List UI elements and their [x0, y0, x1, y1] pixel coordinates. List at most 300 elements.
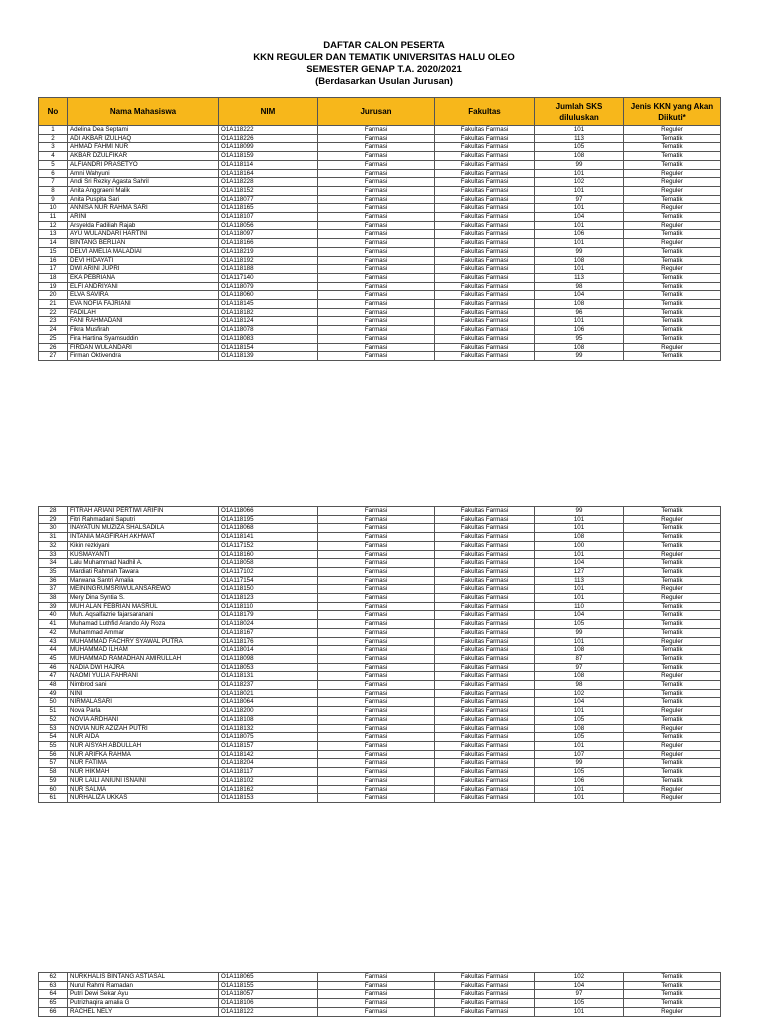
cell-jurusan: Farmasi — [318, 265, 435, 274]
table-row — [39, 741, 721, 750]
cell-nama: NUR AISYAH ABDULLAH — [68, 741, 219, 750]
cell-jurusan: Farmasi — [318, 507, 435, 516]
cell-nama: NURHALIZA UKKAS — [68, 794, 219, 803]
participant-table-page-1 — [38, 97, 721, 361]
cell-nama: MUHAMMAD FACHRY SYAWAL PUTRA — [68, 637, 219, 646]
cell-jenis: Tematik — [624, 611, 721, 620]
cell-no: 51 — [39, 707, 68, 716]
table-row — [39, 594, 721, 603]
cell-jenis: Tematik — [624, 507, 721, 516]
cell-no: 9 — [39, 195, 68, 204]
table-row — [39, 724, 721, 733]
cell-sks: 87 — [535, 654, 624, 663]
cell-nim: O1A118166 — [219, 239, 318, 248]
cell-nama: MUHAMMAD RAMADHAN AMIRULLAH — [68, 654, 219, 663]
cell-no: 22 — [39, 308, 68, 317]
table-row — [39, 689, 721, 698]
cell-jurusan: Farmasi — [318, 973, 435, 982]
cell-nim: O1A118155 — [219, 981, 318, 990]
table-row — [39, 794, 721, 803]
cell-jurusan: Farmasi — [318, 134, 435, 143]
cell-jenis: Tematik — [624, 273, 721, 282]
cell-fakultas: Fakultas Farmasi — [435, 637, 535, 646]
cell-no: 60 — [39, 785, 68, 794]
cell-jenis: Tematik — [624, 715, 721, 724]
cell-nama: NURKHALIS BINTANG ASTIASAL — [68, 973, 219, 982]
cell-jurusan: Farmasi — [318, 724, 435, 733]
cell-jenis: Tematik — [624, 195, 721, 204]
cell-nim: O1A118164 — [219, 169, 318, 178]
cell-sks: 105 — [535, 999, 624, 1008]
cell-sks: 102 — [535, 178, 624, 187]
cell-nim: O1A118237 — [219, 681, 318, 690]
table-row — [39, 308, 721, 317]
cell-no: 39 — [39, 602, 68, 611]
cell-jurusan: Farmasi — [318, 352, 435, 361]
cell-jenis: Reguler — [624, 204, 721, 213]
cell-sks: 110 — [535, 602, 624, 611]
cell-sks: 113 — [535, 273, 624, 282]
cell-fakultas: Fakultas Farmasi — [435, 681, 535, 690]
cell-fakultas: Fakultas Farmasi — [435, 663, 535, 672]
cell-nim: O1A118114 — [219, 160, 318, 169]
cell-sks: 101 — [535, 741, 624, 750]
cell-nama: ELFI ANDRIYANI — [68, 282, 219, 291]
table-row — [39, 126, 721, 135]
cell-jenis: Tematik — [624, 567, 721, 576]
table-row — [39, 213, 721, 222]
cell-nim: O1A118192 — [219, 256, 318, 265]
cell-no: 47 — [39, 672, 68, 681]
cell-sks: 113 — [535, 134, 624, 143]
cell-nim: O1A118066 — [219, 507, 318, 516]
cell-jenis: Tematik — [624, 981, 721, 990]
cell-fakultas: Fakultas Farmasi — [435, 204, 535, 213]
cell-jenis: Tematik — [624, 681, 721, 690]
cell-no: 10 — [39, 204, 68, 213]
cell-sks: 101 — [535, 204, 624, 213]
cell-sks: 99 — [535, 759, 624, 768]
table-row — [39, 654, 721, 663]
cell-nim: O1A118122 — [219, 1007, 318, 1016]
cell-no: 52 — [39, 715, 68, 724]
table-row — [39, 776, 721, 785]
cell-sks: 101 — [535, 785, 624, 794]
header-fakultas: Fakultas — [435, 98, 535, 126]
cell-nama: AYU WULANDARI HARTINI — [68, 230, 219, 239]
cell-sks: 105 — [535, 768, 624, 777]
cell-no: 65 — [39, 999, 68, 1008]
table-row — [39, 134, 721, 143]
cell-fakultas: Fakultas Farmasi — [435, 343, 535, 352]
cell-jenis: Tematik — [624, 663, 721, 672]
cell-sks: 95 — [535, 334, 624, 343]
table-row — [39, 230, 721, 239]
cell-jurusan: Farmasi — [318, 334, 435, 343]
table-row — [39, 239, 721, 248]
cell-fakultas: Fakultas Farmasi — [435, 990, 535, 999]
cell-jurusan: Farmasi — [318, 750, 435, 759]
cell-fakultas: Fakultas Farmasi — [435, 785, 535, 794]
cell-sks: 108 — [535, 533, 624, 542]
cell-nama: AHMAD FAHMI NUR — [68, 143, 219, 152]
cell-nama: Arsyelda Fadiliah Rajab — [68, 221, 219, 230]
table-row — [39, 143, 721, 152]
cell-sks: 108 — [535, 724, 624, 733]
table-row — [39, 152, 721, 161]
cell-jenis: Reguler — [624, 741, 721, 750]
cell-nim: O1A118014 — [219, 646, 318, 655]
cell-fakultas: Fakultas Farmasi — [435, 308, 535, 317]
cell-fakultas: Fakultas Farmasi — [435, 759, 535, 768]
cell-sks: 99 — [535, 352, 624, 361]
cell-jurusan: Farmasi — [318, 594, 435, 603]
cell-jenis: Tematik — [624, 620, 721, 629]
table-row — [39, 160, 721, 169]
cell-jenis: Tematik — [624, 282, 721, 291]
table-row — [39, 291, 721, 300]
cell-jenis: Tematik — [624, 524, 721, 533]
cell-nama: NUR AIDA — [68, 733, 219, 742]
cell-nama: DEVI HIDAYATI — [68, 256, 219, 265]
cell-nim: O1A118058 — [219, 559, 318, 568]
participant-table-page-3 — [38, 972, 721, 1017]
cell-fakultas: Fakultas Farmasi — [435, 1007, 535, 1016]
cell-nim: O1A118159 — [219, 152, 318, 161]
table-row — [39, 169, 721, 178]
cell-jenis: Tematik — [624, 213, 721, 222]
cell-no: 7 — [39, 178, 68, 187]
cell-fakultas: Fakultas Farmasi — [435, 317, 535, 326]
cell-no: 38 — [39, 594, 68, 603]
cell-fakultas: Fakultas Farmasi — [435, 126, 535, 135]
cell-jurusan: Farmasi — [318, 628, 435, 637]
cell-sks: 99 — [535, 507, 624, 516]
cell-jenis: Tematik — [624, 990, 721, 999]
cell-jenis: Reguler — [624, 637, 721, 646]
cell-jurusan: Farmasi — [318, 541, 435, 550]
table-row — [39, 186, 721, 195]
table-row — [39, 1007, 721, 1016]
table-row — [39, 265, 721, 274]
cell-nim: O1A118165 — [219, 204, 318, 213]
table-row — [39, 759, 721, 768]
cell-nama: Lalu Muhammad Nadhil A. — [68, 559, 219, 568]
cell-fakultas: Fakultas Farmasi — [435, 213, 535, 222]
cell-nim: O1A118097 — [219, 230, 318, 239]
cell-nim: O1A118077 — [219, 195, 318, 204]
cell-nim: O1A118108 — [219, 715, 318, 724]
cell-no: 34 — [39, 559, 68, 568]
cell-jurusan: Farmasi — [318, 794, 435, 803]
table-row — [39, 317, 721, 326]
cell-fakultas: Fakultas Farmasi — [435, 672, 535, 681]
cell-nama: KUSMAYANTI — [68, 550, 219, 559]
cell-jurusan: Farmasi — [318, 654, 435, 663]
cell-sks: 104 — [535, 291, 624, 300]
cell-sks: 100 — [535, 541, 624, 550]
cell-jurusan: Farmasi — [318, 195, 435, 204]
cell-no: 66 — [39, 1007, 68, 1016]
cell-nim: O1A118132 — [219, 724, 318, 733]
table-row — [39, 533, 721, 542]
cell-nim: O1A118195 — [219, 515, 318, 524]
cell-jenis: Reguler — [624, 585, 721, 594]
cell-jurusan: Farmasi — [318, 733, 435, 742]
table-row — [39, 646, 721, 655]
cell-jenis: Reguler — [624, 186, 721, 195]
cell-jurusan: Farmasi — [318, 213, 435, 222]
cell-sks: 101 — [535, 707, 624, 716]
cell-nama: NUR LAILI ANIUNI ISNAINI — [68, 776, 219, 785]
cell-no: 12 — [39, 221, 68, 230]
table-row — [39, 620, 721, 629]
cell-jurusan: Farmasi — [318, 308, 435, 317]
cell-sks: 101 — [535, 1007, 624, 1016]
cell-fakultas: Fakultas Farmasi — [435, 567, 535, 576]
cell-fakultas: Fakultas Farmasi — [435, 689, 535, 698]
cell-fakultas: Fakultas Farmasi — [435, 594, 535, 603]
cell-sks: 101 — [535, 239, 624, 248]
cell-fakultas: Fakultas Farmasi — [435, 585, 535, 594]
cell-jenis: Tematik — [624, 334, 721, 343]
cell-jenis: Tematik — [624, 533, 721, 542]
cell-jenis: Reguler — [624, 169, 721, 178]
cell-fakultas: Fakultas Farmasi — [435, 524, 535, 533]
cell-sks: 98 — [535, 282, 624, 291]
table-row — [39, 273, 721, 282]
cell-sks: 108 — [535, 343, 624, 352]
title-line-4: (Berdasarkan Usulan Jurusan) — [315, 76, 453, 87]
cell-no: 61 — [39, 794, 68, 803]
cell-no: 35 — [39, 567, 68, 576]
cell-sks: 104 — [535, 981, 624, 990]
cell-no: 36 — [39, 576, 68, 585]
cell-nama: EVA NOFIA FAJRIANI — [68, 300, 219, 309]
cell-no: 64 — [39, 990, 68, 999]
cell-jurusan: Farmasi — [318, 637, 435, 646]
cell-jurusan: Farmasi — [318, 715, 435, 724]
cell-sks: 105 — [535, 143, 624, 152]
cell-fakultas: Fakultas Farmasi — [435, 724, 535, 733]
table-row — [39, 204, 721, 213]
cell-fakultas: Fakultas Farmasi — [435, 186, 535, 195]
table-row — [39, 681, 721, 690]
cell-fakultas: Fakultas Farmasi — [435, 698, 535, 707]
table-header-row — [39, 98, 721, 126]
cell-nim: O1A118102 — [219, 776, 318, 785]
cell-sks: 101 — [535, 794, 624, 803]
cell-no: 11 — [39, 213, 68, 222]
table-row — [39, 352, 721, 361]
cell-jenis: Reguler — [624, 707, 721, 716]
cell-nama: FIRDAN WULANDARI — [68, 343, 219, 352]
cell-jurusan: Farmasi — [318, 672, 435, 681]
cell-nama: BINTANG BERLIAN — [68, 239, 219, 248]
cell-jurusan: Farmasi — [318, 273, 435, 282]
cell-no: 41 — [39, 620, 68, 629]
cell-no: 49 — [39, 689, 68, 698]
cell-sks: 101 — [535, 550, 624, 559]
table-row — [39, 698, 721, 707]
cell-sks: 108 — [535, 646, 624, 655]
cell-nama: Fitri Rahmadani Saputri — [68, 515, 219, 524]
cell-fakultas: Fakultas Farmasi — [435, 541, 535, 550]
cell-fakultas: Fakultas Farmasi — [435, 715, 535, 724]
cell-no: 1 — [39, 126, 68, 135]
cell-jurusan: Farmasi — [318, 785, 435, 794]
table-row — [39, 733, 721, 742]
cell-nama: FADILAH — [68, 308, 219, 317]
cell-fakultas: Fakultas Farmasi — [435, 326, 535, 335]
cell-sks: 106 — [535, 776, 624, 785]
cell-no: 16 — [39, 256, 68, 265]
cell-no: 15 — [39, 247, 68, 256]
table-row — [39, 999, 721, 1008]
cell-jenis: Tematik — [624, 291, 721, 300]
cell-nim: O1A118065 — [219, 973, 318, 982]
cell-jurusan: Farmasi — [318, 515, 435, 524]
cell-nama: EKA PEBRIANA — [68, 273, 219, 282]
cell-jenis: Tematik — [624, 230, 721, 239]
cell-fakultas: Fakultas Farmasi — [435, 134, 535, 143]
cell-jurusan: Farmasi — [318, 559, 435, 568]
cell-no: 59 — [39, 776, 68, 785]
cell-fakultas: Fakultas Farmasi — [435, 352, 535, 361]
cell-sks: 101 — [535, 585, 624, 594]
cell-no: 29 — [39, 515, 68, 524]
cell-jurusan: Farmasi — [318, 143, 435, 152]
cell-no: 45 — [39, 654, 68, 663]
table-row — [39, 707, 721, 716]
cell-nama: Nurul Rahmi Ramadan — [68, 981, 219, 990]
cell-nim: O1A118107 — [219, 213, 318, 222]
cell-nama: MUHAMMAD ILHAM — [68, 646, 219, 655]
cell-jenis: Tematik — [624, 733, 721, 742]
cell-nim: O1A118099 — [219, 143, 318, 152]
cell-fakultas: Fakultas Farmasi — [435, 768, 535, 777]
cell-fakultas: Fakultas Farmasi — [435, 160, 535, 169]
cell-nim: O1A118162 — [219, 785, 318, 794]
cell-nim: O1A118150 — [219, 585, 318, 594]
cell-fakultas: Fakultas Farmasi — [435, 620, 535, 629]
cell-jurusan: Farmasi — [318, 698, 435, 707]
cell-no: 42 — [39, 628, 68, 637]
cell-jurusan: Farmasi — [318, 221, 435, 230]
cell-nama: Adelina Dea Septami — [68, 126, 219, 135]
cell-nama: Marwana Santri Amalia — [68, 576, 219, 585]
cell-nim: O1A118226 — [219, 134, 318, 143]
cell-nama: Amni Wahyuni — [68, 169, 219, 178]
cell-nim: O1A118157 — [219, 741, 318, 750]
cell-jenis: Tematik — [624, 247, 721, 256]
cell-jenis: Reguler — [624, 126, 721, 135]
cell-fakultas: Fakultas Farmasi — [435, 282, 535, 291]
cell-nim: O1A118176 — [219, 637, 318, 646]
cell-nim: O1A118075 — [219, 733, 318, 742]
cell-jenis: Reguler — [624, 515, 721, 524]
cell-sks: 97 — [535, 990, 624, 999]
cell-fakultas: Fakultas Farmasi — [435, 654, 535, 663]
cell-nim: O1A118153 — [219, 794, 318, 803]
cell-no: 27 — [39, 352, 68, 361]
cell-fakultas: Fakultas Farmasi — [435, 776, 535, 785]
cell-nim: O1A118117 — [219, 768, 318, 777]
cell-jurusan: Farmasi — [318, 533, 435, 542]
cell-nim: O1A118188 — [219, 265, 318, 274]
cell-jenis: Tematik — [624, 134, 721, 143]
header-no: No — [39, 98, 68, 126]
cell-sks: 113 — [535, 576, 624, 585]
cell-nim: O1A118053 — [219, 663, 318, 672]
cell-sks: 106 — [535, 326, 624, 335]
cell-fakultas: Fakultas Farmasi — [435, 611, 535, 620]
cell-nim: O1A118182 — [219, 308, 318, 317]
cell-nama: NINI — [68, 689, 219, 698]
cell-no: 58 — [39, 768, 68, 777]
cell-fakultas: Fakultas Farmasi — [435, 576, 535, 585]
cell-fakultas: Fakultas Farmasi — [435, 265, 535, 274]
cell-nim: O1A118167 — [219, 628, 318, 637]
cell-nim: O1A118064 — [219, 698, 318, 707]
cell-nama: NUR FATIMA — [68, 759, 219, 768]
cell-sks: 101 — [535, 221, 624, 230]
cell-nama: RACHEL NELY — [68, 1007, 219, 1016]
cell-jenis: Tematik — [624, 559, 721, 568]
cell-nim: O1A118131 — [219, 672, 318, 681]
cell-jenis: Tematik — [624, 698, 721, 707]
table-row — [39, 585, 721, 594]
cell-no: 48 — [39, 681, 68, 690]
cell-jenis: Reguler — [624, 1007, 721, 1016]
cell-nama: Nova Parla — [68, 707, 219, 716]
header-nim: NIM — [219, 98, 318, 126]
cell-sks: 107 — [535, 750, 624, 759]
cell-fakultas: Fakultas Farmasi — [435, 707, 535, 716]
cell-sks: 108 — [535, 256, 624, 265]
cell-nama: INTANIA MAGFIRAH AKHWAT — [68, 533, 219, 542]
cell-jurusan: Farmasi — [318, 620, 435, 629]
cell-sks: 96 — [535, 308, 624, 317]
table-row — [39, 221, 721, 230]
cell-fakultas: Fakultas Farmasi — [435, 973, 535, 982]
cell-fakultas: Fakultas Farmasi — [435, 602, 535, 611]
cell-jenis: Reguler — [624, 178, 721, 187]
cell-jurusan: Farmasi — [318, 247, 435, 256]
cell-no: 40 — [39, 611, 68, 620]
cell-nama: Mery Dina Syntia S. — [68, 594, 219, 603]
table-row — [39, 715, 721, 724]
cell-jenis: Tematik — [624, 352, 721, 361]
cell-jenis: Tematik — [624, 326, 721, 335]
cell-no: 54 — [39, 733, 68, 742]
cell-fakultas: Fakultas Farmasi — [435, 152, 535, 161]
cell-jurusan: Farmasi — [318, 1007, 435, 1016]
cell-no: 13 — [39, 230, 68, 239]
table-row — [39, 602, 721, 611]
cell-jenis: Reguler — [624, 724, 721, 733]
cell-fakultas: Fakultas Farmasi — [435, 300, 535, 309]
cell-jurusan: Farmasi — [318, 681, 435, 690]
cell-sks: 101 — [535, 515, 624, 524]
cell-jurusan: Farmasi — [318, 663, 435, 672]
cell-jurusan: Farmasi — [318, 611, 435, 620]
cell-nama: Kikin rezkiyani — [68, 541, 219, 550]
cell-jurusan: Farmasi — [318, 204, 435, 213]
cell-fakultas: Fakultas Farmasi — [435, 334, 535, 343]
cell-sks: 101 — [535, 524, 624, 533]
cell-fakultas: Fakultas Farmasi — [435, 559, 535, 568]
